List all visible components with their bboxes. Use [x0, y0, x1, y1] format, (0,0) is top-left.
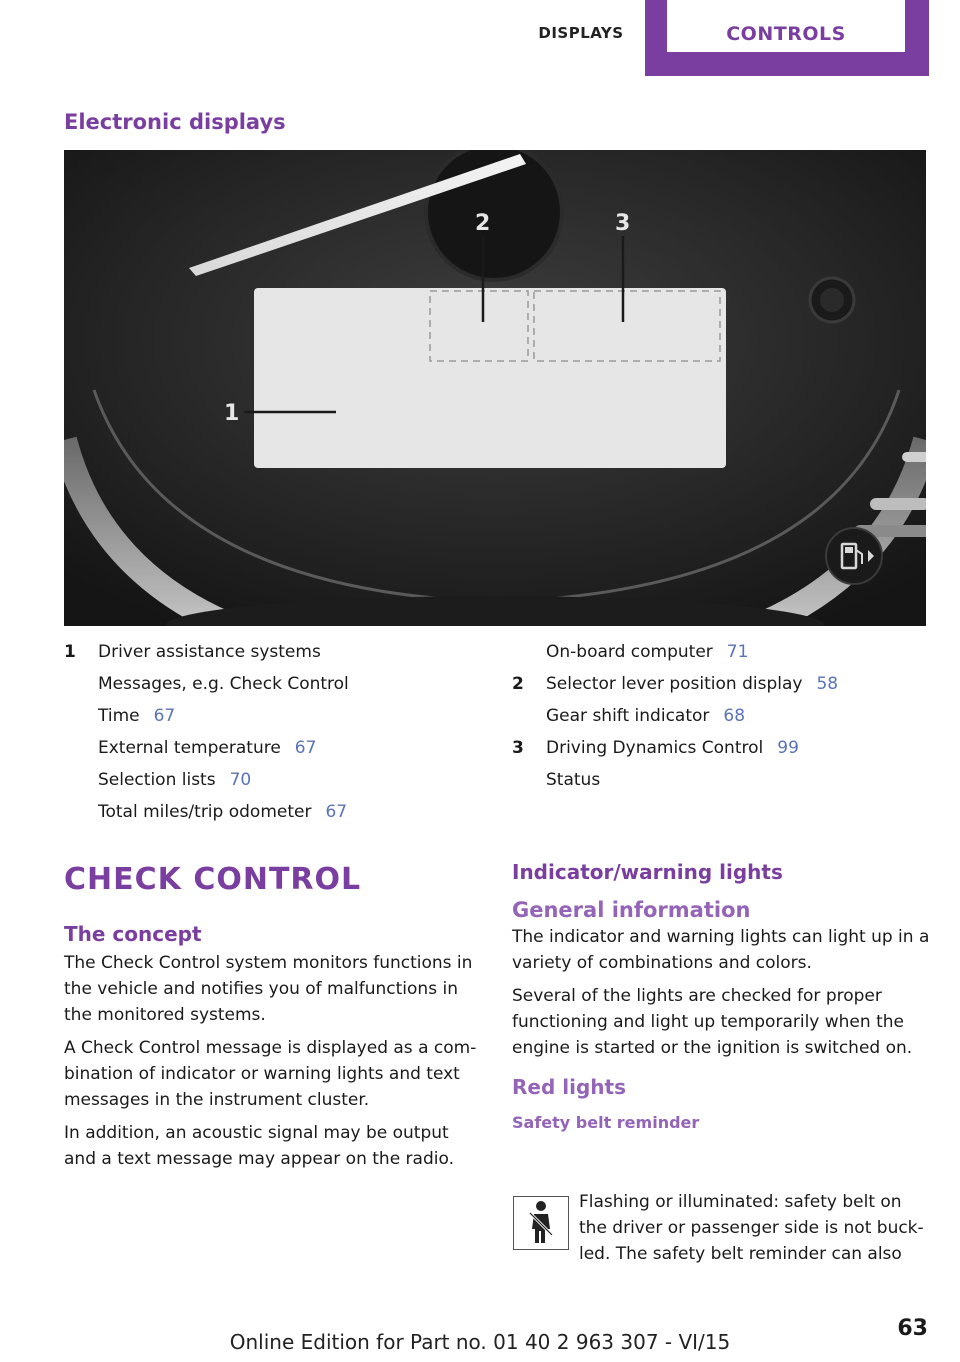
legend-item: Time 67 [98, 706, 176, 726]
tab-controls-label: CONTROLS [667, 0, 905, 52]
page-ref-link[interactable]: 67 [153, 706, 176, 726]
legend-item: 2 Selector lever position display 58 [512, 674, 839, 694]
legend-item: Status [546, 770, 601, 790]
page-ref-link[interactable]: 68 [723, 706, 746, 726]
page-ref-link[interactable]: 67 [325, 802, 348, 822]
general-information-heading: General information [512, 898, 751, 922]
concept-heading: The concept [64, 922, 202, 946]
page-ref-link[interactable]: 58 [816, 674, 839, 694]
paragraph: The Check Control system monitors functions in the vehicle and notifies you of malfunctions in the monitored systems. [64, 953, 473, 1025]
check-control-title: CHECK CONTROL [64, 862, 362, 897]
legend-item: 3 Driving Dynamics Control 99 [512, 738, 799, 758]
page-ref-link[interactable]: 67 [294, 738, 317, 758]
legend-item: Messages, e.g. Check Control [98, 674, 349, 694]
legend-left [64, 636, 464, 828]
safety-belt-heading: Safety belt reminder [512, 1113, 700, 1132]
red-lights-heading: Red lights [512, 1075, 626, 1099]
legend-item: 1 Driver assistance systems [64, 642, 321, 662]
legend-right [512, 636, 932, 796]
general-information-text [512, 924, 932, 1061]
paragraph: In addition, an acoustic signal may be output and a text message may appear on the radio. [64, 1123, 454, 1169]
concept-text [64, 950, 484, 1172]
indicator-section [512, 860, 932, 1132]
check-control-section [64, 922, 484, 1179]
legend-item: Total miles/trip odometer 67 [98, 802, 348, 822]
section-title: Electronic displays [64, 110, 286, 134]
legend-item: Gear shift indicator 68 [546, 706, 746, 726]
lcd-display [254, 288, 726, 468]
instrument-cluster-figure [64, 150, 926, 626]
page-ref-link[interactable]: 70 [229, 770, 252, 790]
paragraph: Several of the lights are checked for proper functioning and light up temporarily when the engine is started or the ignition is switched on. [512, 986, 913, 1058]
seatbelt-icon [513, 1196, 569, 1250]
tab-controls[interactable] [645, 0, 929, 76]
page-number: 63 [897, 1316, 928, 1341]
tab-displays[interactable]: DISPLAYS [538, 24, 624, 42]
paragraph: A Check Control message is displayed as a com- bination of indicator or warning lights and text messages in the instrument cluster. [64, 1038, 477, 1110]
page-ref-link[interactable]: 71 [726, 642, 749, 662]
legend-item: External temperature 67 [98, 738, 317, 758]
safety-belt-text: Flashing or illuminated: safety belt on the driver or passenger side is not buck- led. The safety belt reminder can also [579, 1192, 924, 1264]
page-ref-link[interactable]: 99 [777, 738, 799, 758]
fuel-pump-icon [826, 528, 882, 584]
callout-1: 1 [224, 401, 240, 426]
edition-footer: Online Edition for Part no. 01 40 2 963 307 - VI/15 [229, 1330, 731, 1354]
legend-item: Selection lists 70 [98, 770, 252, 790]
legend-item: On-board computer 71 [546, 642, 749, 662]
callout-2: 2 [475, 211, 491, 236]
indicator-title: Indicator/warning lights [512, 860, 783, 884]
paragraph: The indicator and warning lights can light up in a variety of combinations and colors. [512, 927, 930, 973]
callout-3: 3 [615, 211, 631, 236]
